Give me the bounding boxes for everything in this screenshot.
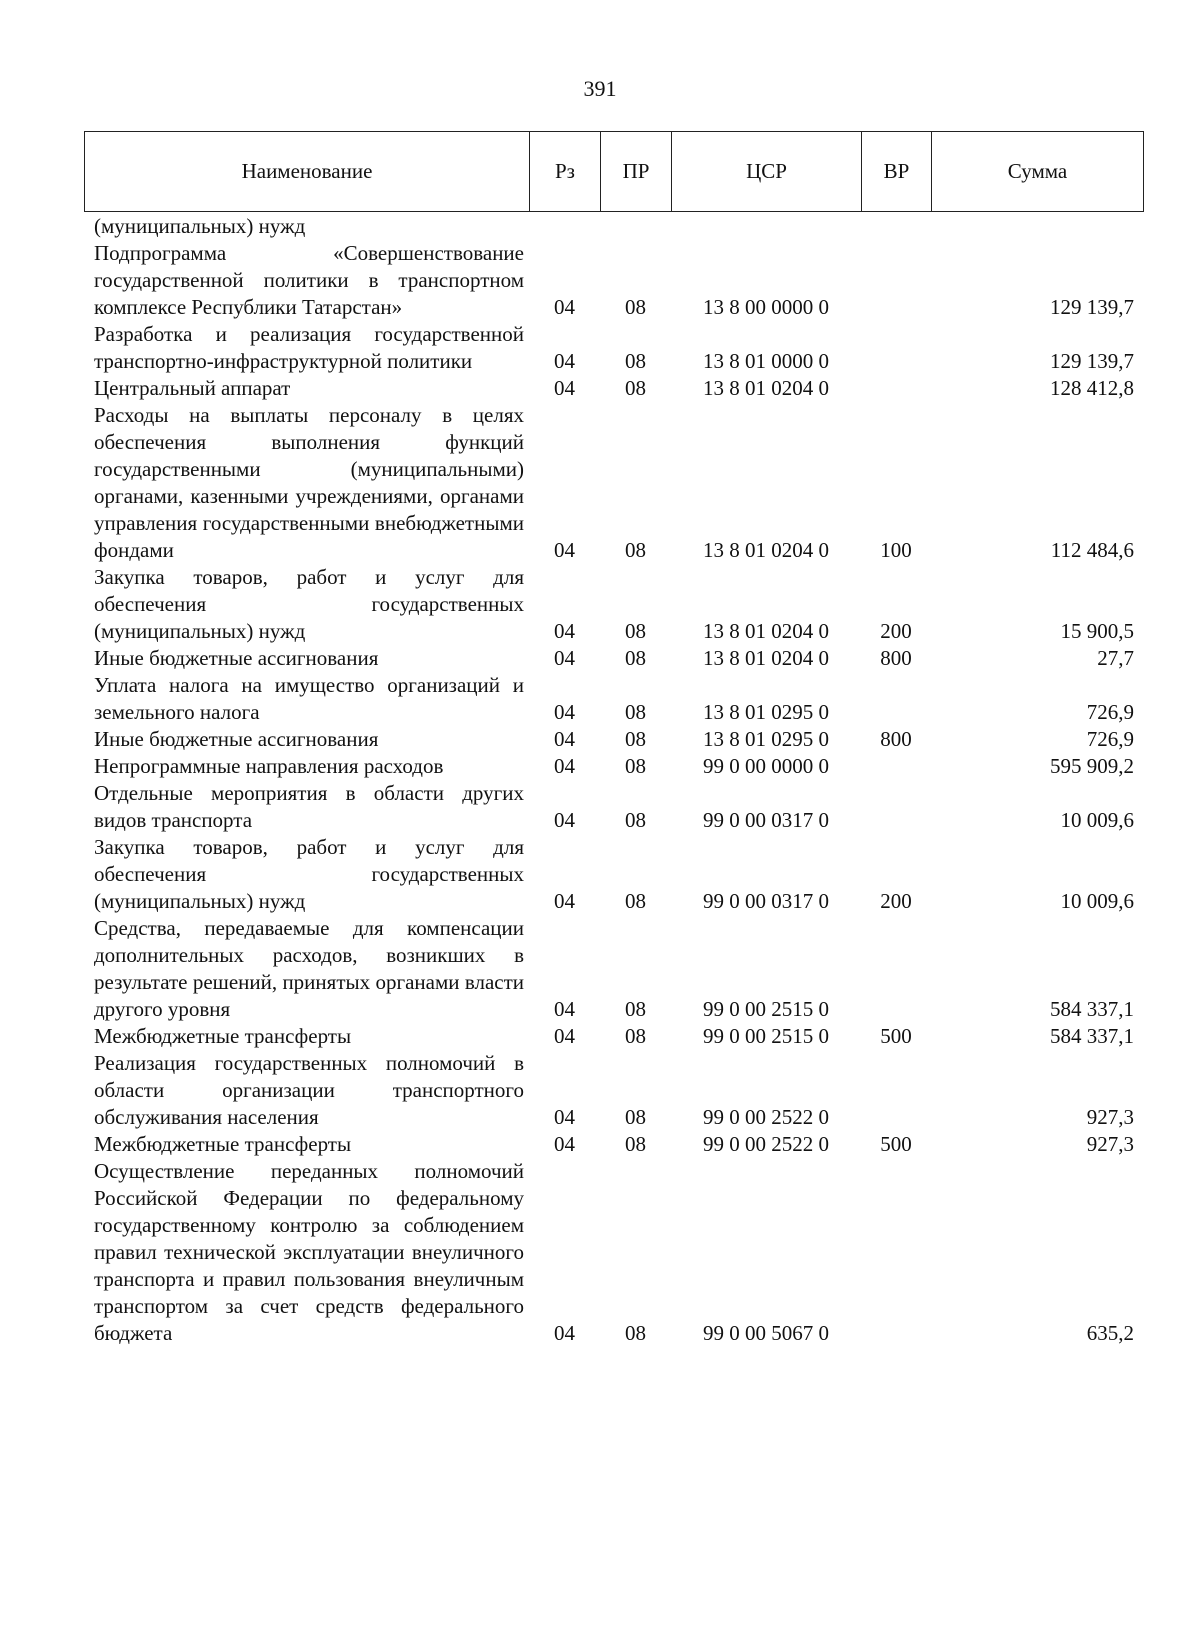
row-sum: 927,3 bbox=[1086, 1105, 1134, 1129]
row-sum: 10 009,6 bbox=[1060, 808, 1134, 832]
row-vr: 500 bbox=[880, 1132, 912, 1156]
row-sum: 726,9 bbox=[1086, 727, 1134, 751]
table-row bbox=[84, 645, 1144, 672]
row-sum: 584 337,1 bbox=[1050, 1024, 1134, 1048]
row-sum: 128 412,8 bbox=[1050, 376, 1134, 400]
row-name: Средства, передаваемые для компенсации дополнительных расходов, возникших в результате решений, принятых органами власти другого уровня bbox=[94, 916, 524, 1021]
table-row bbox=[84, 402, 1144, 564]
table-row bbox=[84, 834, 1144, 915]
row-rz: 04 bbox=[554, 889, 575, 913]
header-pr: ПР bbox=[601, 132, 672, 211]
header-vr: ВР bbox=[862, 132, 932, 211]
table-row bbox=[84, 753, 1144, 780]
row-sum: 584 337,1 bbox=[1050, 997, 1134, 1021]
row-name: Разработка и реализация государственной транспортно-инфраструктурной политики bbox=[94, 322, 524, 373]
table-header bbox=[84, 131, 1144, 212]
row-vr: 800 bbox=[880, 646, 912, 670]
row-vr: 800 bbox=[880, 727, 912, 751]
row-name: (муниципальных) нужд bbox=[94, 214, 306, 238]
row-name: Межбюджетные трансферты bbox=[94, 1132, 352, 1156]
row-name: Закупка товаров, работ и услуг для обеспечения государственных (муниципальных) нужд bbox=[94, 565, 524, 643]
row-sum: 15 900,5 bbox=[1060, 619, 1134, 643]
row-pr: 08 bbox=[625, 295, 646, 319]
row-sum: 129 139,7 bbox=[1050, 349, 1134, 373]
row-pr: 08 bbox=[625, 1321, 646, 1345]
row-csr: 13 8 01 0204 0 bbox=[703, 619, 829, 643]
row-vr: 100 bbox=[880, 538, 912, 562]
table-row bbox=[84, 240, 1144, 321]
row-sum: 112 484,6 bbox=[1050, 538, 1134, 562]
row-vr: 200 bbox=[880, 889, 912, 913]
table-row bbox=[84, 375, 1144, 402]
row-pr: 08 bbox=[625, 754, 646, 778]
row-rz: 04 bbox=[554, 1321, 575, 1345]
row-csr: 13 8 01 0204 0 bbox=[703, 646, 829, 670]
row-sum: 927,3 bbox=[1086, 1132, 1134, 1156]
row-csr: 99 0 00 2515 0 bbox=[703, 997, 829, 1021]
row-rz: 04 bbox=[554, 808, 575, 832]
header-name: Наименование bbox=[85, 132, 530, 211]
row-rz: 04 bbox=[554, 646, 575, 670]
table-row bbox=[84, 915, 1144, 1023]
header-sum: Сумма bbox=[1007, 159, 1068, 183]
table-body bbox=[84, 213, 1144, 1347]
row-name: Непрограммные направления расходов bbox=[94, 754, 444, 778]
table-row bbox=[84, 1023, 1144, 1050]
row-pr: 08 bbox=[625, 538, 646, 562]
row-rz: 04 bbox=[554, 619, 575, 643]
row-name: Подпрограмма «Совершенствование государственной политики в транспортном комплексе Республики Татарстан» bbox=[94, 241, 524, 319]
row-rz: 04 bbox=[554, 1024, 575, 1048]
row-csr: 99 0 00 2515 0 bbox=[703, 1024, 829, 1048]
row-name: Центральный аппарат bbox=[94, 376, 291, 400]
row-pr: 08 bbox=[625, 700, 646, 724]
row-sum: 27,7 bbox=[1097, 646, 1134, 670]
row-csr: 13 8 01 0204 0 bbox=[703, 538, 829, 562]
row-csr: 99 0 00 0000 0 bbox=[703, 754, 829, 778]
row-pr: 08 bbox=[625, 376, 646, 400]
table-row bbox=[84, 321, 1144, 375]
row-csr: 13 8 01 0000 0 bbox=[703, 349, 829, 373]
row-csr: 99 0 00 0317 0 bbox=[703, 808, 829, 832]
row-pr: 08 bbox=[625, 1024, 646, 1048]
row-csr: 99 0 00 0317 0 bbox=[703, 889, 829, 913]
table-row bbox=[84, 1158, 1144, 1347]
row-pr: 08 bbox=[625, 349, 646, 373]
row-name: Иные бюджетные ассигнования bbox=[94, 646, 379, 670]
row-name: Межбюджетные трансферты bbox=[94, 1024, 352, 1048]
row-csr: 13 8 00 0000 0 bbox=[703, 295, 829, 319]
row-csr: 13 8 01 0295 0 bbox=[703, 700, 829, 724]
page-number: 391 bbox=[583, 76, 617, 101]
row-csr: 99 0 00 5067 0 bbox=[703, 1321, 829, 1345]
row-rz: 04 bbox=[554, 727, 575, 751]
row-name: Уплата налога на имущество организаций и земельного налога bbox=[94, 673, 524, 724]
row-sum: 129 139,7 bbox=[1050, 295, 1134, 319]
row-csr: 13 8 01 0295 0 bbox=[703, 727, 829, 751]
row-pr: 08 bbox=[625, 808, 646, 832]
row-sum: 635,2 bbox=[1086, 1321, 1134, 1345]
header-rz: Рз bbox=[530, 132, 601, 211]
table-row bbox=[84, 213, 1144, 240]
row-pr: 08 bbox=[625, 1105, 646, 1129]
header-csr: ЦСР bbox=[672, 132, 862, 211]
row-rz: 04 bbox=[554, 295, 575, 319]
row-name: Осуществление переданных полномочий Российской Федерации по федеральному государственному контролю за соблюдением правил технической эксплуатации внеуличного транспорта и правил пользования внеуличным транспортом за счет средств федерального бюджета bbox=[94, 1159, 524, 1345]
row-name: Иные бюджетные ассигнования bbox=[94, 727, 379, 751]
row-pr: 08 bbox=[625, 727, 646, 751]
row-rz: 04 bbox=[554, 1105, 575, 1129]
row-rz: 04 bbox=[554, 349, 575, 373]
row-rz: 04 bbox=[554, 700, 575, 724]
row-name: Отдельные мероприятия в области других видов транспорта bbox=[94, 781, 524, 832]
row-rz: 04 bbox=[554, 538, 575, 562]
row-vr: 500 bbox=[880, 1024, 912, 1048]
row-pr: 08 bbox=[625, 619, 646, 643]
row-csr: 99 0 00 2522 0 bbox=[703, 1105, 829, 1129]
row-sum: 595 909,2 bbox=[1050, 754, 1134, 778]
row-csr: 13 8 01 0204 0 bbox=[703, 376, 829, 400]
row-sum: 726,9 bbox=[1086, 700, 1134, 724]
row-csr: 99 0 00 2522 0 bbox=[703, 1132, 829, 1156]
table-row bbox=[84, 726, 1144, 753]
row-rz: 04 bbox=[554, 1132, 575, 1156]
row-vr: 200 bbox=[880, 619, 912, 643]
row-rz: 04 bbox=[554, 376, 575, 400]
row-rz: 04 bbox=[554, 997, 575, 1021]
row-pr: 08 bbox=[625, 997, 646, 1021]
row-rz: 04 bbox=[554, 754, 575, 778]
table-row bbox=[84, 780, 1144, 834]
row-name: Реализация государственных полномочий в области организации транспортного обслуживания населения bbox=[94, 1051, 524, 1129]
table-row bbox=[84, 672, 1144, 726]
row-sum: 10 009,6 bbox=[1060, 889, 1134, 913]
table-row bbox=[84, 1131, 1144, 1158]
row-pr: 08 bbox=[625, 1132, 646, 1156]
row-name: Расходы на выплаты персоналу в целях обеспечения выполнения функций государственными (муниципальными) органами, казенными учреждениями, органами управления государственными внебюджетными фондами bbox=[94, 403, 524, 562]
row-pr: 08 bbox=[625, 646, 646, 670]
row-name: Закупка товаров, работ и услуг для обеспечения государственных (муниципальных) нужд bbox=[94, 835, 524, 913]
table-row bbox=[84, 564, 1144, 645]
row-pr: 08 bbox=[625, 889, 646, 913]
table-row bbox=[84, 1050, 1144, 1131]
